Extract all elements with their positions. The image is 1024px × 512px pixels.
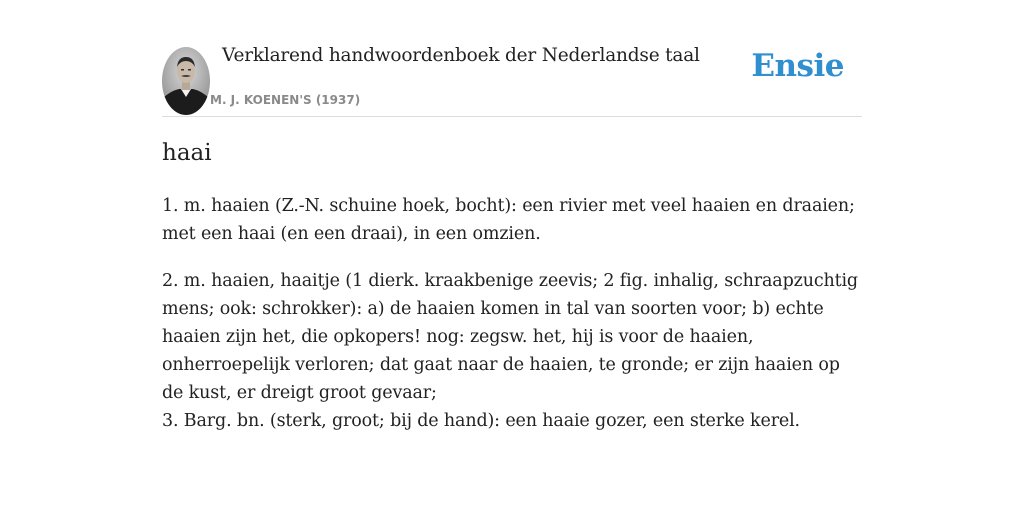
author-portrait (162, 47, 210, 115)
content-container (162, 0, 862, 431)
entry-definitions (162, 192, 862, 435)
entry-headword: haai (162, 140, 212, 166)
book-author: M. J. KOENEN'S (1937) (210, 93, 361, 107)
definition-2: 2. m. haaien, haaitje (1 dierk. kraakbenige zeevis; 2 fig. inhalig, schraapzuchtig mens; ook: schrokker): a) de haaien komen in tal van soorten voor; b) echte haaien zijn het, die opkopers! nog: zegsw. het, hij is voor de haaien, onherroepelijk verloren; dat gaat naar de haaien, te gronde; er zijn haaien op de kust, er dreigt groot gevaar; (162, 271, 858, 403)
definition-3: 3. Barg. bn. (sterk, groot; bij de hand): een haaie gozer, een sterke kerel. (162, 411, 800, 431)
ensie-logo[interactable]: Ensie (751, 48, 844, 84)
definition-1: 1. m. haaien (Z.-N. schuine hoek, bocht): een rivier met veel haaien en draaien; met een haai (en een draai), in een omzien. (162, 196, 855, 244)
dictionary-header (162, 0, 862, 117)
book-title[interactable]: Verklarend handwoordenboek der Nederlandse taal (222, 45, 700, 66)
